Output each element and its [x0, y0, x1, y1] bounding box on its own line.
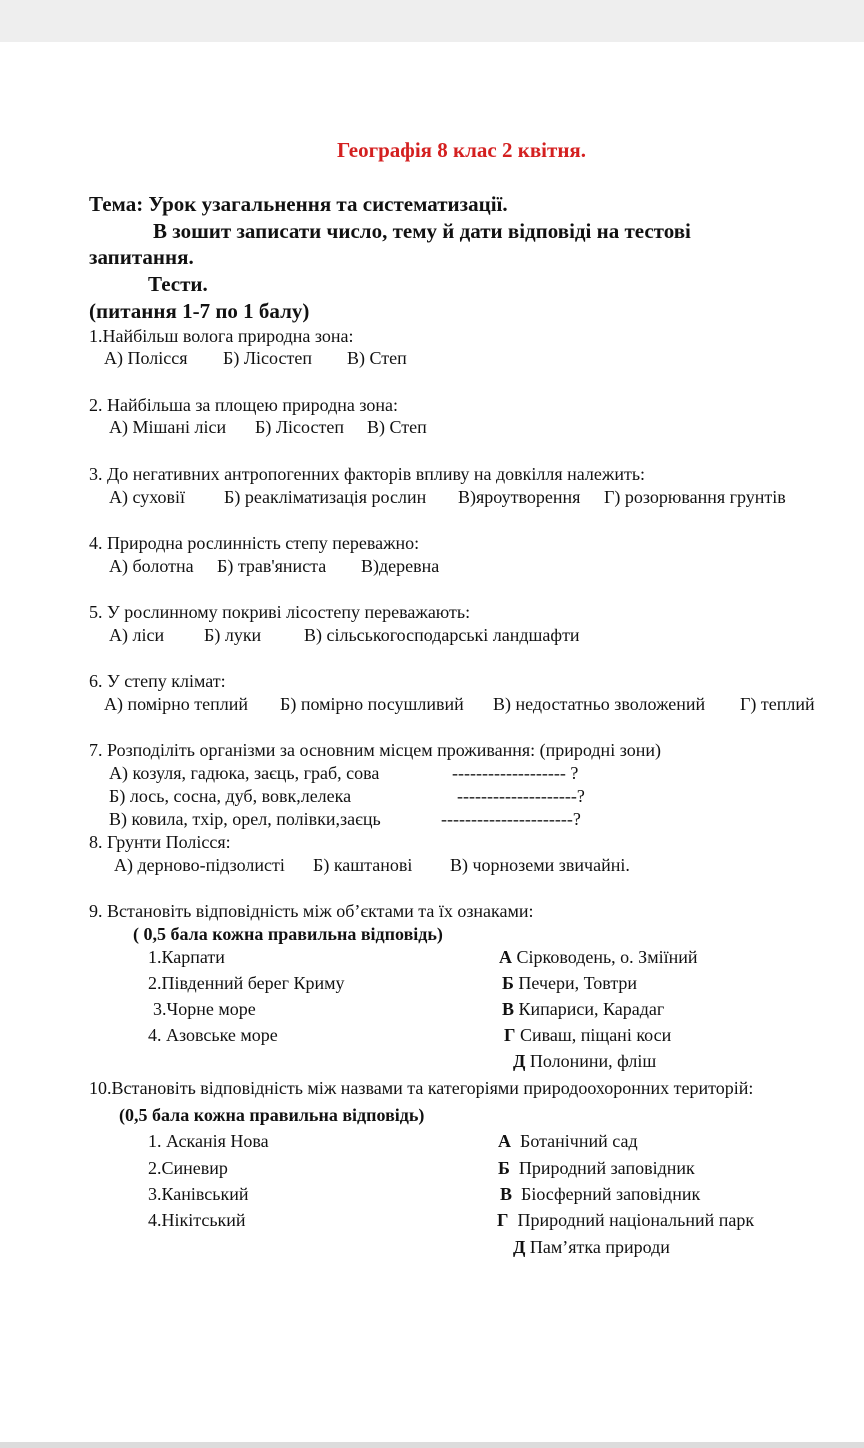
q9-left-4: 4. Азовське море — [148, 1025, 278, 1045]
question-2: 2. Найбільша за площею природна зона: — [89, 395, 398, 415]
q10-note: (0,5 бала кожна правильна відповідь) — [119, 1105, 425, 1125]
answer-4c: В)деревна — [361, 556, 440, 576]
q9-note: ( 0,5 бала кожна правильна відповідь) — [133, 924, 443, 944]
q7-blank-a: ------------------- ? — [452, 763, 579, 783]
q10-left-3: 3.Канівський — [148, 1184, 249, 1204]
q10-right-b: Б Природний заповідник — [498, 1158, 695, 1178]
answer-4b: Б) трав'яниста — [217, 556, 327, 576]
q10-right-e: Д Пам’ятка природи — [513, 1237, 670, 1257]
q10-right-d: Г Природний національний парк — [497, 1210, 755, 1230]
answer-6c: В) недостатньо зволожений — [493, 694, 706, 714]
top-bar — [0, 0, 864, 42]
q10-left-4: 4.Нікітський — [148, 1210, 246, 1230]
q10-left-2: 2.Синевир — [148, 1158, 228, 1178]
answer-2b: Б) Лісостеп — [255, 417, 344, 437]
q10-right-c: В Біосферний заповідник — [500, 1184, 701, 1204]
q7-item-b: Б) лось, сосна, дуб, вовк,лелека — [109, 786, 352, 806]
q9-right-e: Д Полонини, фліш — [513, 1051, 657, 1071]
q10-right-a: А Ботанічний сад — [498, 1131, 638, 1151]
answer-3a: А) суховії — [109, 487, 186, 507]
question-1: 1.Найбільш волога природна зона: — [89, 326, 354, 346]
answer-6b: Б) помірно посушливий — [280, 694, 464, 714]
q7-blank-c: ----------------------? — [441, 809, 581, 829]
answer-5c: В) сільськогосподарські ландшафти — [304, 625, 580, 645]
q9-left-1: 1.Карпати — [148, 947, 225, 967]
topic-heading: Тема: Урок узагальнення та систематизації. — [89, 192, 508, 216]
answer-6d: Г) теплий — [740, 694, 815, 714]
question-10: 10.Встановіть відповідність між назвами та категоріями природоохоронних територій: — [89, 1078, 754, 1098]
answer-1b: Б) Лісостеп — [223, 348, 312, 368]
answer-5b: Б) луки — [204, 625, 262, 645]
q10-left-1: 1. Асканія Нова — [148, 1131, 269, 1151]
question-4: 4. Природна рослинність степу переважно: — [89, 533, 420, 553]
q7-blank-b: --------------------? — [457, 786, 585, 806]
question-6: 6. У степу клімат: — [89, 671, 226, 691]
q9-right-d: Г Сиваш, піщані коси — [504, 1025, 672, 1045]
q9-left-3: 3.Чорне море — [153, 999, 256, 1019]
q9-right-c: В Кипариси, Карадаг — [502, 999, 665, 1019]
answer-8c: В) чорноземи звичайні. — [450, 855, 630, 875]
q9-right-a: А Сірководень, о. Зміїний — [499, 947, 698, 967]
instruction-line-1: В зошит записати число, тему й дати відповіді на тестові — [153, 219, 691, 243]
answer-8b: Б) каштанові — [313, 855, 413, 875]
answer-1a: А) Полісся — [104, 348, 188, 368]
q7-item-a: А) козуля, гадюка, заєць, граб, сова — [109, 763, 380, 783]
question-3: 3. До негативних антропогенних факторів впливу на довкілля належить: — [89, 464, 646, 484]
q7-item-c: В) ковила, тхір, орел, полівки,заєць — [109, 809, 381, 829]
answer-1c: В) Степ — [347, 348, 407, 368]
bottom-bar — [0, 1442, 864, 1448]
answer-4a: А) болотна — [109, 556, 194, 576]
question-5: 5. У рослинному покриві лісостепу переважають: — [89, 602, 471, 622]
question-7: 7. Розподіліть організми за основним місцем проживання: (природні зони) — [89, 740, 661, 760]
answer-3d: Г) розорювання грунтів — [604, 487, 786, 507]
tests-label: Тести. — [148, 272, 208, 296]
answer-8a: А) дерново-підзолисті — [114, 855, 285, 875]
answer-6a: А) помірно теплий — [104, 694, 249, 714]
q9-right-b: Б Печери, Товтри — [502, 973, 638, 993]
page-title: Географія 8 клас 2 квітня. — [337, 138, 587, 162]
answer-5a: А) ліси — [109, 625, 165, 645]
answer-2a: А) Мішані ліси — [109, 417, 227, 437]
instruction-line-2: запитання. — [89, 245, 194, 269]
points-note: (питання 1-7 по 1 балу) — [89, 299, 310, 323]
question-8: 8. Грунти Полісся: — [89, 832, 231, 852]
q9-left-2: 2.Південний берег Криму — [148, 973, 345, 993]
question-9: 9. Встановіть відповідність між об’єктами та їх ознаками: — [89, 901, 534, 921]
answer-3b: Б) реакліматизація рослин — [224, 487, 427, 507]
answer-3c: В)яроутворення — [458, 487, 581, 507]
answer-2c: В) Степ — [367, 417, 427, 437]
